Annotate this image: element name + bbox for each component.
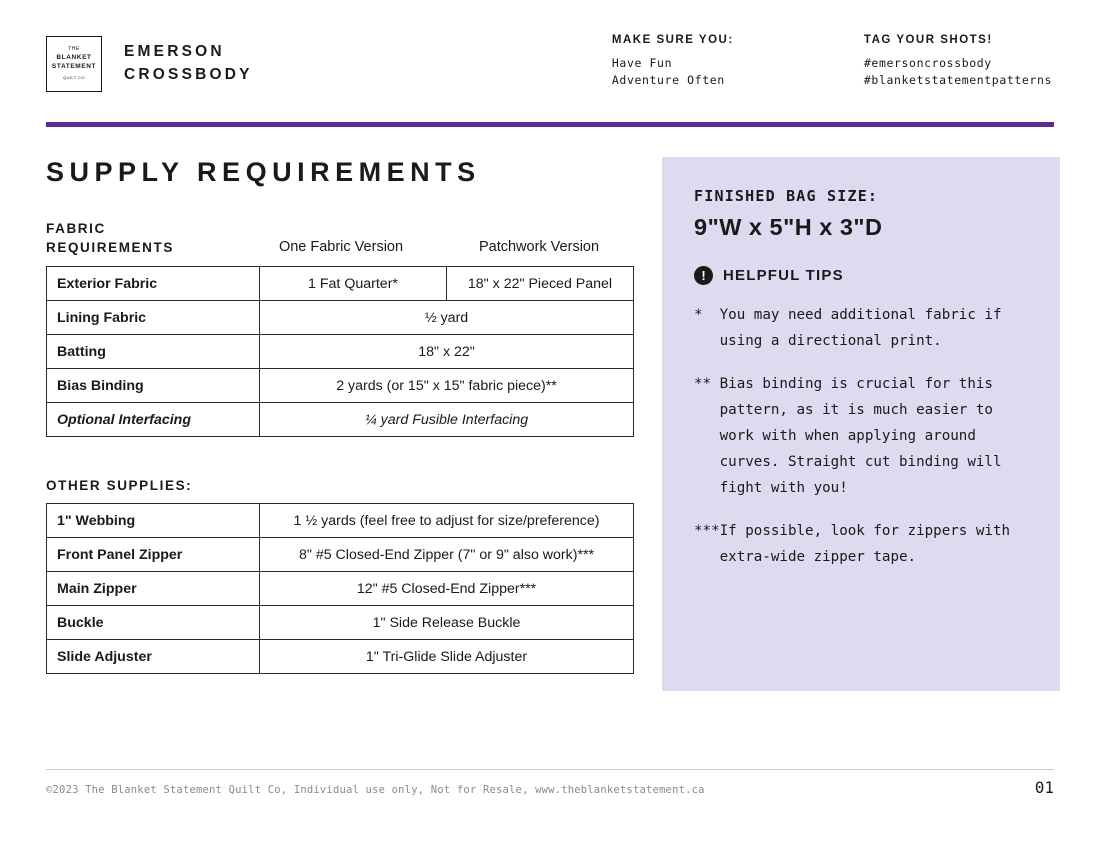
row-value-exterior-one-fabric: 1 Fat Quarter* bbox=[260, 267, 447, 301]
tip-text-1: You may need additional fabric if using a directional print. bbox=[719, 307, 1002, 349]
table-row bbox=[47, 301, 634, 335]
table-row bbox=[47, 640, 634, 674]
tip-text-3: If possible, look for zippers with extra-wide zipper tape. bbox=[719, 523, 1011, 565]
make-sure-you-title: MAKE SURE YOU: bbox=[611, 34, 734, 46]
hashtag-blanketstatementpatterns: #blanketstatementpatterns bbox=[863, 73, 1052, 87]
row-label-lining-fabric: Lining Fabric bbox=[47, 301, 260, 335]
row-label-exterior-fabric: Exterior Fabric bbox=[47, 267, 260, 301]
page-footer bbox=[46, 778, 1054, 797]
row-value-main-zipper: 12" #5 Closed-End Zipper*** bbox=[260, 572, 634, 606]
pattern-title bbox=[124, 40, 253, 86]
finished-bag-size-value: 9"W x 5"H x 3"D bbox=[694, 214, 883, 240]
row-label-bias-binding: Bias Binding bbox=[47, 369, 260, 403]
fabric-label-line-2: REQUIREMENTS bbox=[46, 240, 174, 255]
logo-line-4: QUILT CO bbox=[63, 75, 85, 80]
table-row bbox=[47, 369, 634, 403]
table-row bbox=[47, 572, 634, 606]
page-body bbox=[0, 127, 1100, 691]
tip-marker-1: * bbox=[694, 307, 720, 323]
tip-text-2: Bias binding is crucial for this pattern, as it is much easier to work with when applying around curves. Straight cut binding will fight with you! bbox=[719, 376, 1002, 496]
table-row bbox=[47, 504, 634, 538]
list-item bbox=[694, 302, 1030, 354]
row-value-exterior-patchwork: 18" x 22" Pieced Panel bbox=[447, 267, 634, 301]
other-supplies-table bbox=[46, 503, 634, 674]
logo-line-3: STATEMENT bbox=[51, 63, 97, 70]
tip-marker-3: *** bbox=[694, 523, 720, 539]
pattern-title-line-2: CROSSBODY bbox=[124, 66, 253, 83]
table-row bbox=[47, 335, 634, 369]
page-header bbox=[0, 0, 1100, 92]
copyright-text: ©2023 The Blanket Statement Quilt Co, Individual use only, Not for Resale, www.theblanketstatement.ca bbox=[46, 784, 705, 796]
tip-marker-2: ** bbox=[694, 376, 720, 392]
make-sure-you-line-1: Have Fun bbox=[611, 56, 673, 70]
row-value-lining-fabric: ½ yard bbox=[260, 301, 634, 335]
row-value-buckle: 1" Side Release Buckle bbox=[260, 606, 634, 640]
table-row bbox=[47, 267, 634, 301]
list-item bbox=[694, 518, 1030, 570]
logo-line-1: THE bbox=[68, 46, 80, 52]
make-sure-you-block bbox=[612, 34, 864, 89]
row-label-batting: Batting bbox=[47, 335, 260, 369]
column-header-patchwork: Patchwork Version bbox=[478, 239, 600, 255]
helpful-tips-header bbox=[694, 266, 1030, 285]
page-number: 01 bbox=[1034, 778, 1054, 797]
row-label-front-panel-zipper: Front Panel Zipper bbox=[47, 538, 260, 572]
row-value-webbing: 1 ½ yards (feel free to adjust for size/preference) bbox=[260, 504, 634, 538]
row-value-bias-binding: 2 yards (or 15" x 15" fabric piece)** bbox=[260, 369, 634, 403]
table-row bbox=[47, 538, 634, 572]
make-sure-you-line-2: Adventure Often bbox=[611, 73, 725, 87]
row-label-optional-interfacing: Optional Interfacing bbox=[47, 403, 260, 437]
hashtag-emersoncrossbody: #emersoncrossbody bbox=[863, 56, 992, 70]
row-label-slide-adjuster: Slide Adjuster bbox=[47, 640, 260, 674]
header-notes bbox=[612, 34, 1054, 89]
finished-bag-size-label: FINISHED BAG SIZE: bbox=[694, 187, 879, 205]
row-label-main-zipper: Main Zipper bbox=[47, 572, 260, 606]
tag-your-shots-block bbox=[864, 34, 1052, 89]
fabric-requirements-header bbox=[46, 219, 638, 257]
other-supplies-title: OTHER SUPPLIES: bbox=[46, 478, 193, 493]
page-title: SUPPLY REQUIREMENTS bbox=[46, 157, 481, 187]
brand-logo bbox=[46, 36, 102, 92]
tag-your-shots-title: TAG YOUR SHOTS! bbox=[863, 34, 993, 46]
row-value-slide-adjuster: 1" Tri-Glide Slide Adjuster bbox=[260, 640, 634, 674]
row-label-webbing: 1" Webbing bbox=[47, 504, 260, 538]
row-value-front-panel-zipper: 8" #5 Closed-End Zipper (7" or 9" also work)*** bbox=[260, 538, 634, 572]
table-row bbox=[47, 403, 634, 437]
exclamation-icon: ! bbox=[694, 266, 713, 285]
pattern-title-line-1: EMERSON bbox=[124, 43, 225, 60]
row-value-optional-interfacing: ¼ yard Fusible Interfacing bbox=[260, 403, 634, 437]
row-label-buckle: Buckle bbox=[47, 606, 260, 640]
fabric-label-line-1: FABRIC bbox=[46, 221, 106, 236]
footer-divider bbox=[46, 769, 1054, 770]
fabric-requirements-label bbox=[46, 219, 242, 257]
fabric-requirements-table bbox=[46, 266, 634, 437]
list-item bbox=[694, 371, 1030, 501]
logo-line-2: BLANKET bbox=[56, 54, 92, 61]
supply-column bbox=[46, 127, 638, 691]
row-value-batting: 18" x 22" bbox=[260, 335, 634, 369]
table-row bbox=[47, 606, 634, 640]
column-header-one-fabric: One Fabric Version bbox=[278, 239, 404, 255]
helpful-tips-title: HELPFUL TIPS bbox=[723, 267, 844, 284]
info-panel bbox=[662, 157, 1060, 691]
